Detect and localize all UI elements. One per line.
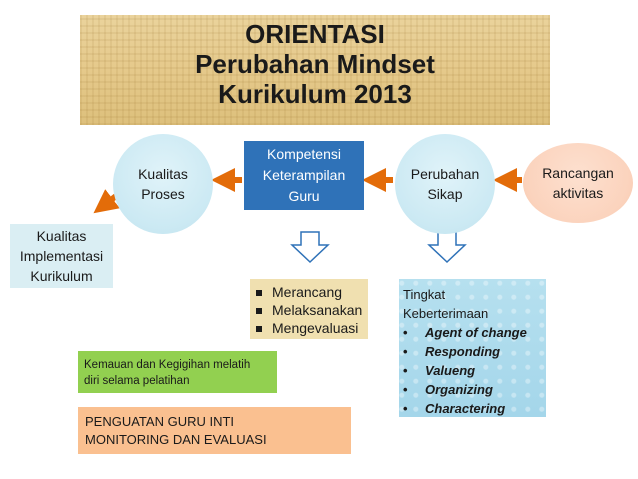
title-line-2: Perubahan Mindset bbox=[195, 49, 435, 79]
kemauan-box bbox=[78, 351, 277, 393]
kompetensi-line-3: Guru bbox=[288, 188, 320, 204]
tingkat-list-item: • Agent of change bbox=[403, 323, 540, 342]
kompetensi-list-item: Merancang bbox=[256, 283, 366, 301]
down-arrow-sikap bbox=[429, 232, 465, 262]
kemauan-line-2: diri selama pelatihan bbox=[84, 375, 190, 387]
kualitas-proses-line-2: Proses bbox=[141, 186, 185, 202]
tingkat-heading-line-1: Tingkat bbox=[403, 287, 446, 302]
perubahan-sikap-line-1: Perubahan bbox=[410, 166, 480, 182]
penguatan-box bbox=[78, 407, 351, 454]
perubahan-sikap-line-2: Sikap bbox=[427, 186, 463, 202]
kompetensi-list-item: Mengevaluasi bbox=[256, 319, 366, 337]
kompetensi-list-box bbox=[250, 279, 368, 339]
kualitas-implementasi-node bbox=[10, 224, 113, 288]
title-line-3: Kurikulum 2013 bbox=[218, 79, 412, 109]
tingkat-list-item: • Valueng bbox=[403, 361, 540, 380]
tingkat-list-item: • Organizing bbox=[403, 380, 540, 399]
kualitas-implementasi-line-1: Kualitas bbox=[36, 228, 87, 244]
tingkat-list-item: • Charactering bbox=[403, 399, 540, 418]
kompetensi-list-item: Melaksanakan bbox=[256, 301, 366, 319]
kemauan-line-1: Kemauan dan Kegigihan melatih bbox=[84, 359, 251, 371]
kualitas-proses-line-1: Kualitas bbox=[138, 166, 188, 182]
perubahan-sikap-node bbox=[395, 134, 495, 234]
rancangan-line-1: Rancangan bbox=[542, 165, 614, 181]
kompetensi-line-1: Kompetensi bbox=[267, 146, 341, 162]
kualitas-implementasi-line-2: Implementasi bbox=[19, 248, 104, 264]
penguatan-line-2: MONITORING DAN EVALUASI bbox=[85, 432, 267, 447]
tingkat-keberterimaan-box bbox=[399, 279, 546, 417]
tingkat-list-item: • Responding bbox=[403, 342, 540, 361]
down-arrow-kompetensi bbox=[292, 232, 328, 262]
kualitas-proses-node bbox=[113, 134, 213, 234]
kualitas-implementasi-line-3: Kurikulum bbox=[30, 268, 93, 284]
rancangan-line-2: aktivitas bbox=[552, 185, 604, 201]
title-line-1: ORIENTASI bbox=[245, 19, 385, 49]
tingkat-heading-line-2: Keberterimaan bbox=[403, 306, 489, 321]
kompetensi-line-2: Keterampilan bbox=[262, 167, 346, 183]
rancangan-aktivitas-node bbox=[523, 143, 633, 223]
penguatan-line-1: PENGUATAN GURU INTI bbox=[85, 414, 235, 429]
kompetensi-node bbox=[244, 141, 364, 210]
